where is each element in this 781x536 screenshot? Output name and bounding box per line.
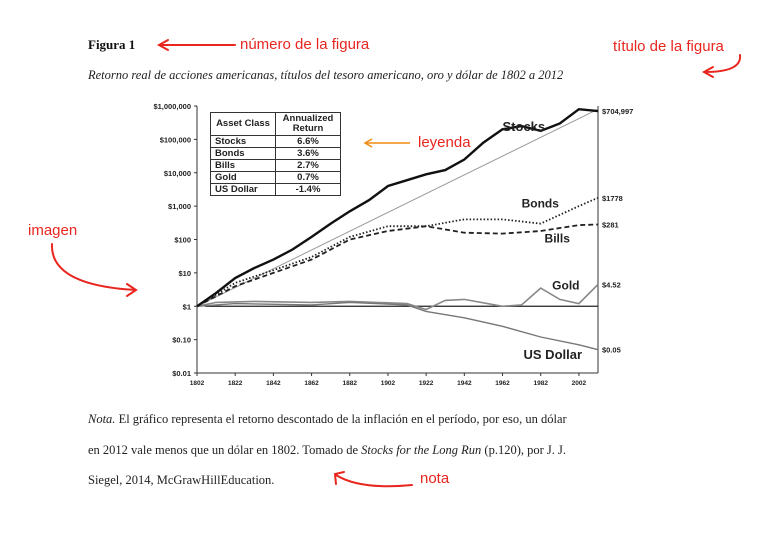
series-name-bills: Bills [544, 231, 570, 246]
x-tick-label: 1802 [189, 380, 205, 387]
note-line-1 [88, 412, 708, 427]
note-text-1: El gráfico representa el retorno descontado de la inflación en el período, por eso, un dólar [118, 412, 567, 426]
annotation-figure-number: número de la figura [240, 36, 370, 53]
series-line-bills [197, 225, 598, 307]
annotation-legend: leyenda [418, 134, 471, 151]
note-book-title: Stocks for the Long Run [361, 443, 482, 457]
y-tick-label: $100 [174, 235, 191, 245]
y-tick-label: $10,000 [163, 168, 191, 178]
y-tick-label: $10 [178, 268, 191, 278]
legend-row [211, 172, 341, 184]
x-tick-label: 1982 [533, 380, 548, 387]
series-line-us-dollar [197, 302, 598, 349]
end-label-gold: $4.52 [602, 280, 621, 290]
legend-row [211, 160, 341, 172]
x-tick-label: 1882 [342, 380, 357, 387]
x-tick-label: 1842 [266, 380, 281, 387]
legend-return: 2.7% [276, 160, 341, 172]
note-line-2 [88, 443, 708, 458]
y-tick-label: $0.01 [172, 369, 191, 378]
figure-number: Figura 1 [88, 37, 136, 52]
legend-row [211, 136, 341, 148]
series-name-bonds: Bonds [521, 196, 559, 211]
end-label-bonds: $1778 [602, 193, 623, 203]
legend-header-row [211, 113, 341, 136]
legend-return: 0.7% [276, 172, 341, 184]
note-label: Nota. [88, 412, 116, 426]
series-name-us-dollar: US Dollar [523, 347, 583, 363]
legend-asset: US Dollar [211, 184, 276, 196]
x-tick-label: 1902 [380, 380, 396, 387]
legend-return: 3.6% [276, 148, 341, 160]
legend-header-return: Annualized Return [276, 113, 341, 136]
series-name-gold: Gold [552, 278, 580, 293]
annotation-figure-title: título de la figura [613, 38, 724, 55]
legend-asset: Gold [211, 172, 276, 184]
legend-return: 6.6% [276, 136, 341, 148]
legend-asset: Stocks [211, 136, 276, 148]
legend-row [211, 184, 341, 196]
legend-table [210, 112, 341, 196]
series-name-stocks: Stocks [502, 118, 546, 134]
note-text-2b: (p.120), por J. J. [481, 443, 566, 457]
note-line-3: Siegel, 2014, McGrawHillEducation. [88, 473, 275, 487]
y-tick-label: $1,000 [168, 202, 191, 212]
y-tick-label: $1 [182, 302, 191, 312]
end-label-stocks: $704,997 [602, 107, 634, 117]
legend-asset: Bills [211, 160, 276, 172]
annotation-note: nota [420, 470, 450, 487]
x-tick-label: 1942 [457, 380, 472, 387]
y-tick-label: $100,000 [159, 135, 191, 145]
x-tick-label: 2002 [571, 380, 587, 387]
legend-header-asset: Asset Class [211, 113, 276, 136]
end-label-bills: $281 [602, 220, 619, 230]
x-tick-label: 1922 [418, 380, 434, 387]
x-tick-label: 1822 [227, 380, 243, 387]
note-text-2a: en 2012 vale menos que un dólar en 1802. Tomado de [88, 443, 362, 457]
end-label-us-dollar: $0.05 [602, 345, 621, 355]
legend-return: -1.4% [276, 184, 341, 196]
annotation-image: imagen [28, 222, 78, 239]
y-tick-label: $1,000,000 [153, 102, 191, 111]
x-tick-label: 1962 [495, 380, 510, 387]
legend-row [211, 148, 341, 160]
x-tick-label: 1862 [304, 380, 319, 387]
legend-asset: Bonds [211, 148, 276, 160]
y-tick-label: $0.10 [172, 335, 191, 345]
figure-title: Retorno real de acciones americanas, títulos del tesoro americano, oro y dólar de 1802 a 2012 [88, 68, 564, 82]
